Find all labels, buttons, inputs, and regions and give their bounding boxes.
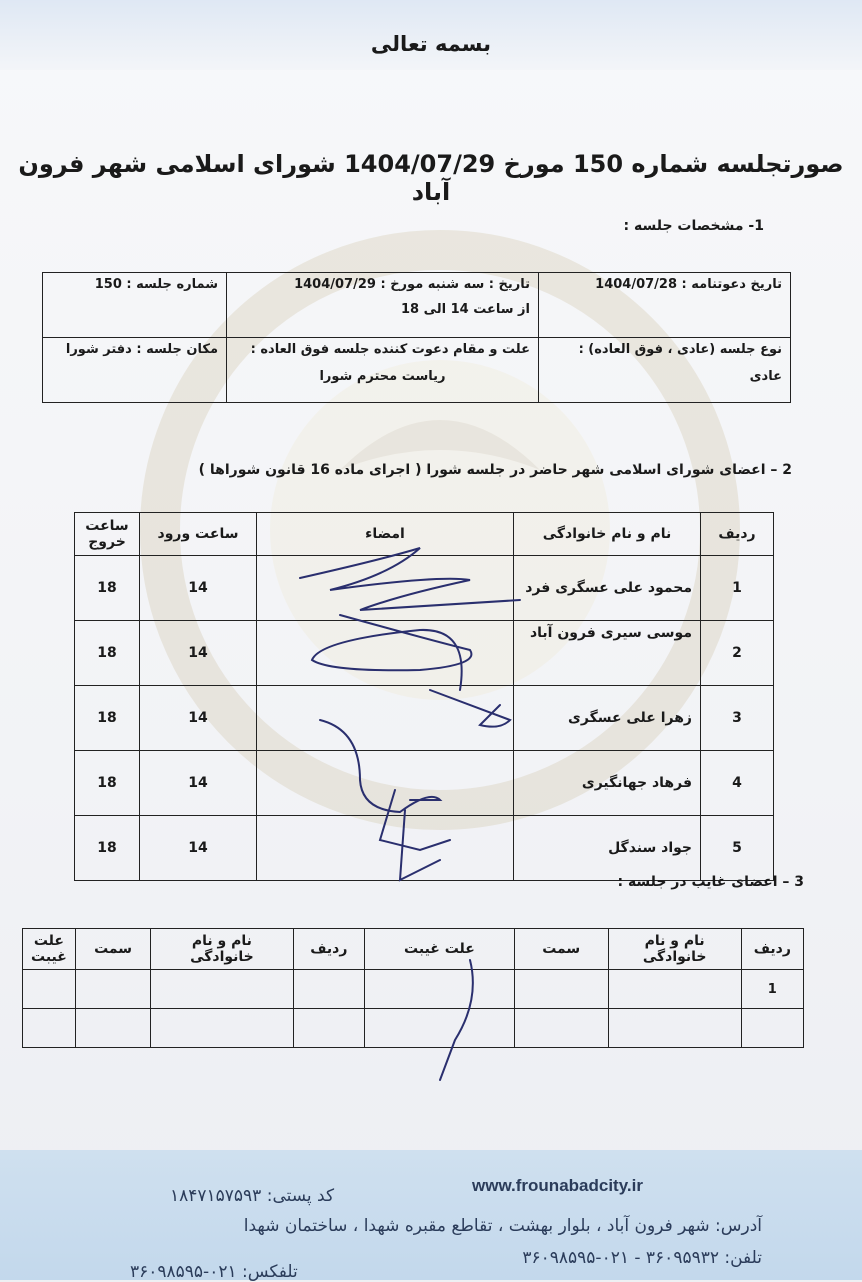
member-name: محمود علی عسگری فرد [514, 556, 701, 621]
postal-code: کد پستی: ۱۸۴۷۱۵۷۵۹۳ [170, 1186, 335, 1206]
header-signature: امضاء [257, 513, 514, 556]
abs-cell [608, 1009, 741, 1048]
meeting-number: شماره جلسه : 150 [94, 277, 218, 292]
entry-time: 14 [140, 556, 257, 621]
table-row [75, 556, 774, 621]
meeting-type-cell [539, 338, 791, 403]
location-cell [43, 338, 227, 403]
table-row [75, 621, 774, 686]
abs-cell [23, 970, 76, 1009]
table-row [75, 686, 774, 751]
abs-cell [75, 970, 150, 1009]
member-name: زهرا علی عسگری [514, 686, 701, 751]
abs-cell [365, 1009, 515, 1048]
section2-title: 2 – اعضای شورای اسلامی شهر حاضر در جلسه شورا ( اجرای ماده 16 قانون شوراها ) [198, 462, 792, 478]
meeting-date: تاریخ : سه شنبه مورخ : 1404/07/29 [294, 277, 530, 292]
section1-title: 1- مشخصات جلسه : [623, 218, 764, 234]
abs-header-position-2: سمت [75, 929, 150, 970]
entry-time: 14 [140, 751, 257, 816]
abs-cell [293, 970, 365, 1009]
abs-header-name: نام و نام خانوادگی [608, 929, 741, 970]
meeting-type-value: عادی [749, 369, 782, 384]
fax-line: تلفکس: ۰۲۱-۳۶۰۹۸۵۹۵ [130, 1262, 298, 1282]
phone-line: تلفن: ۳۶۰۹۵۹۳۲ - ۰۲۱-۳۶۰۹۸۵۹۵ [522, 1248, 762, 1268]
entry-time: 14 [140, 686, 257, 751]
abs-header-name-2: نام و نام خانوادگی [151, 929, 293, 970]
meeting-time: از ساعت 14 الی 18 [400, 302, 530, 317]
member-name: جواد سندگل [514, 816, 701, 881]
website-link[interactable]: www.frounabadcity.ir [472, 1176, 643, 1195]
abs-cell [293, 1009, 365, 1048]
header-name: نام و نام خانوادگی [514, 513, 701, 556]
invocation-heading: بسمه تعالی [370, 32, 492, 56]
row-number: 1 [701, 556, 774, 621]
header-exit: ساعت خروج [75, 513, 140, 556]
exit-time: 18 [75, 621, 140, 686]
absentees-table [22, 928, 804, 1048]
signature-cell [257, 751, 514, 816]
invite-date-cell [539, 273, 791, 338]
table-row [75, 816, 774, 881]
exit-time: 18 [75, 686, 140, 751]
abs-cell [514, 1009, 608, 1048]
abs-cell [75, 1009, 150, 1048]
abs-header-position: سمت [514, 929, 608, 970]
row-number: 4 [701, 751, 774, 816]
abs-header-row: ردیف [741, 929, 803, 970]
section3-title: 3 – اعضای غایب در جلسه : [617, 874, 804, 890]
meeting-type-label: نوع جلسه (عادی ، فوق العاده) : [578, 342, 782, 357]
meeting-number-cell [43, 273, 227, 338]
meeting-details-table [42, 272, 791, 403]
row-number: 5 [701, 816, 774, 881]
exit-time: 18 [75, 816, 140, 881]
page-title: صورتجلسه شماره 150 مورخ 1404/07/29 شورای اسلامی شهر فرون آباد [18, 150, 844, 206]
table-row [75, 751, 774, 816]
header-entry: ساعت ورود [140, 513, 257, 556]
member-name: فرهاد جهانگیری [514, 751, 701, 816]
abs-header-reason: علت غیبت [365, 929, 515, 970]
address-line: آدرس: شهر فرون آباد ، بلوار بهشت ، تقاطع مقبره شهدا ، ساختمان شهدا [243, 1216, 762, 1236]
reason-cell [227, 338, 539, 403]
entry-time: 14 [140, 816, 257, 881]
abs-cell [608, 970, 741, 1009]
member-name: موسی سیری فرون آباد [514, 621, 701, 686]
abs-cell [23, 1009, 76, 1048]
abs-cell [151, 970, 293, 1009]
abs-row-number: 1 [741, 970, 803, 1009]
invite-date: تاریخ دعوتنامه : 1404/07/28 [595, 277, 782, 292]
header-row: ردیف [701, 513, 774, 556]
table-row [23, 970, 804, 1009]
abs-cell [741, 1009, 803, 1048]
reason-label: علت و مقام دعوت کننده جلسه فوق العاده : [250, 342, 530, 357]
table-row [23, 1009, 804, 1048]
abs-cell [151, 1009, 293, 1048]
signature-cell [257, 621, 514, 686]
meeting-date-cell [227, 273, 539, 338]
row-number: 2 [701, 621, 774, 686]
exit-time: 18 [75, 751, 140, 816]
signature-cell [257, 686, 514, 751]
row-number: 3 [701, 686, 774, 751]
abs-header-reason-2: علت غیبت [23, 929, 76, 970]
entry-time: 14 [140, 621, 257, 686]
meeting-location: مکان جلسه : دفتر شورا [65, 342, 218, 357]
attendees-table [74, 512, 774, 881]
abs-cell [514, 970, 608, 1009]
abs-header-row-2: ردیف [293, 929, 365, 970]
signature-cell [257, 816, 514, 881]
reason-value: ریاست محترم شورا [319, 369, 446, 384]
abs-cell [365, 970, 515, 1009]
signature-cell [257, 556, 514, 621]
exit-time: 18 [75, 556, 140, 621]
